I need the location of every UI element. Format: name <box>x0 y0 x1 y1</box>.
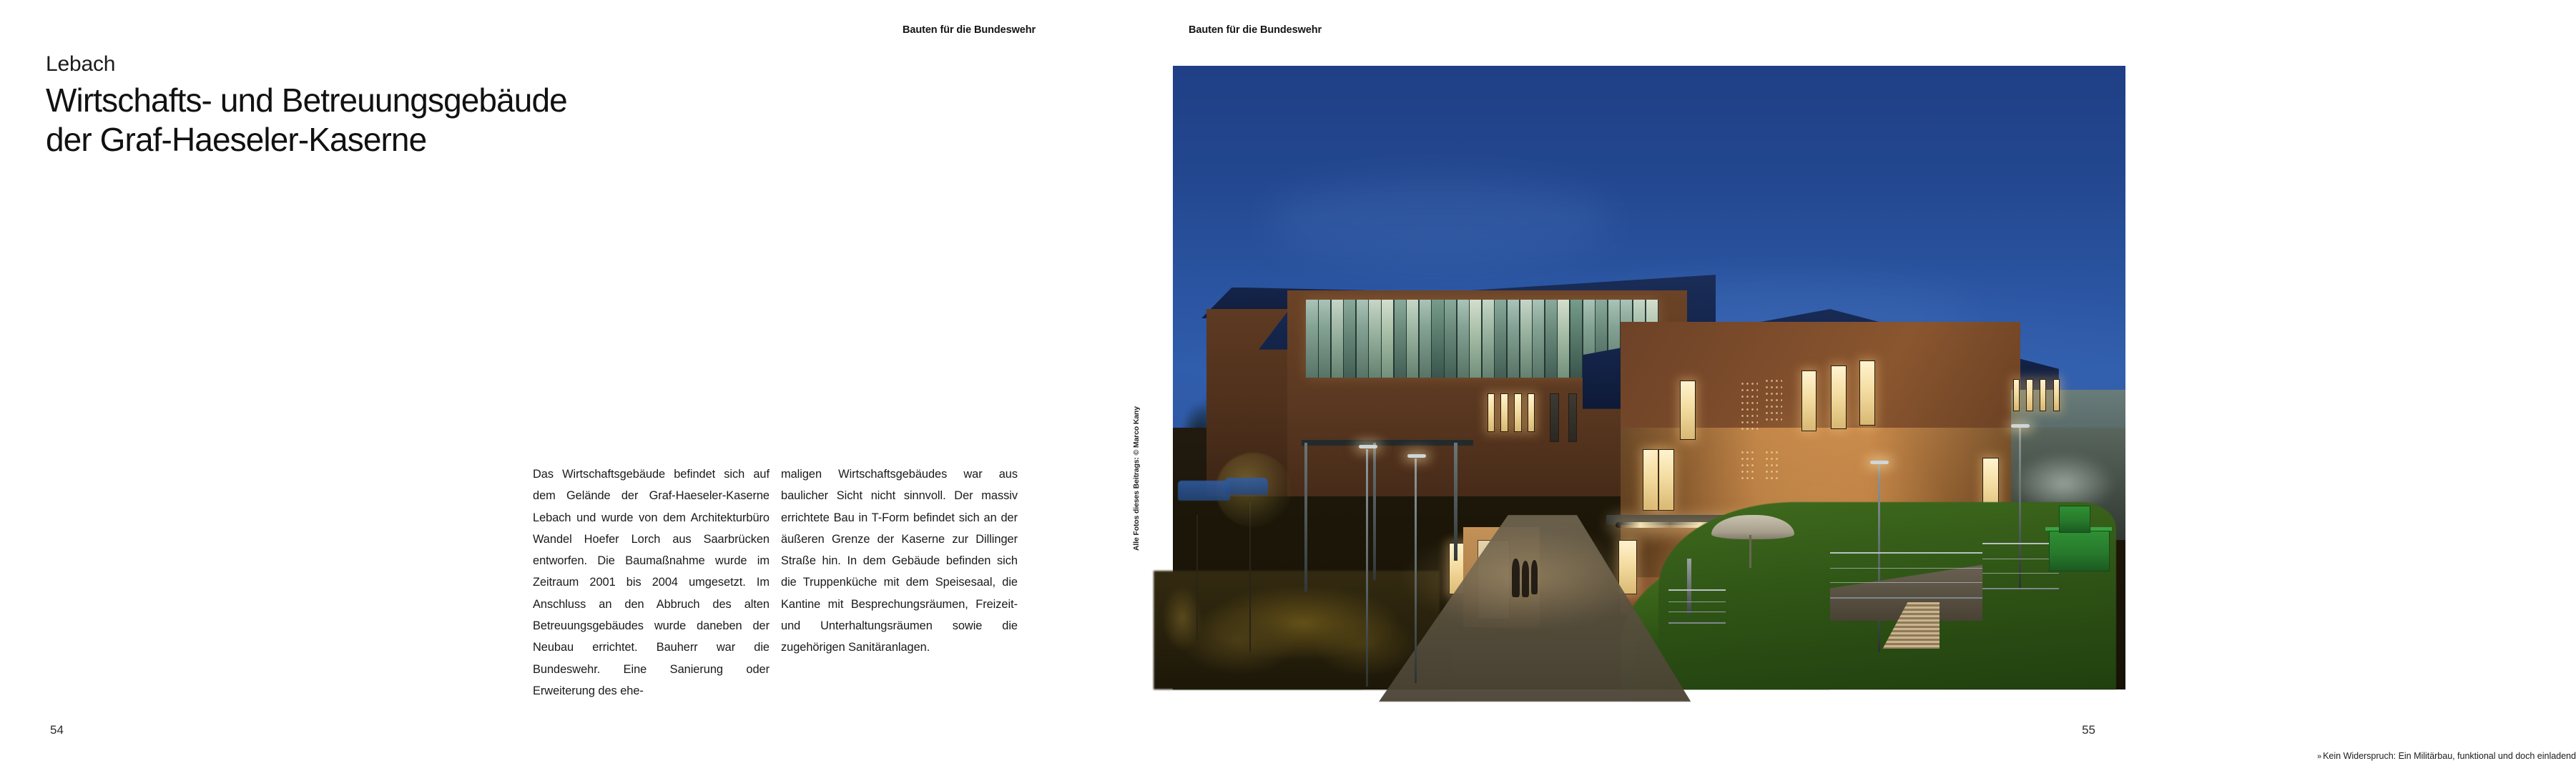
glazing-mullion <box>1508 300 1519 378</box>
window <box>1500 393 1508 432</box>
window <box>1859 360 1874 426</box>
cloud-band <box>1268 178 1611 265</box>
glazing-mullion <box>1445 300 1456 378</box>
headline-line-1: Wirtschafts- und Betreuungsgebäude <box>46 82 567 119</box>
glazing-mullion <box>1533 300 1544 378</box>
body-text <box>533 463 1018 702</box>
terrace-railing <box>1982 543 2059 589</box>
parked-vehicle <box>1225 478 1268 495</box>
running-head-left: Bauten für die Bundeswehr <box>903 24 1036 36</box>
pergola-column <box>1373 443 1377 580</box>
sapling-trunk <box>1196 515 1198 639</box>
window <box>1658 449 1674 511</box>
parked-vehicle <box>1178 481 1230 501</box>
person-figure <box>1531 560 1538 595</box>
running-head-right: Bauten für die Bundeswehr <box>1189 24 1322 36</box>
photo-caption <box>2317 751 2576 761</box>
waste-container <box>2059 506 2091 534</box>
window <box>2040 379 2046 412</box>
window <box>2026 379 2032 412</box>
glazing-mullion <box>1558 300 1569 378</box>
page-title <box>46 81 661 159</box>
glazing-mullion <box>1545 300 1557 378</box>
left-page <box>0 0 1073 759</box>
building-photograph <box>1173 66 2125 689</box>
person-figure <box>1522 561 1530 597</box>
glazing-mullion <box>1395 300 1406 378</box>
body-column-1 <box>533 463 770 702</box>
glazing-mullion <box>1432 300 1443 378</box>
lamp-head <box>1359 445 1377 448</box>
folio-right: 55 <box>2082 723 2095 737</box>
window <box>1550 393 1559 442</box>
headline-line-2: der Graf-Haeseler-Kaserne <box>46 120 427 158</box>
court-railing <box>1668 589 1726 624</box>
body-column-2 <box>781 463 1018 702</box>
glazing-mullion <box>1344 300 1355 378</box>
perforated-brick-screen <box>1740 380 1758 431</box>
perforated-brick-screen <box>1764 378 1782 425</box>
glazing-mullion <box>1570 300 1582 378</box>
waste-container <box>2049 531 2110 572</box>
body-paragraph-2: maligen Wirtschaftsgebäudes war aus baulicher Sicht nicht sinnvoll. Der massiv errichtete Bau in T-Form befindet sich an der äußeren Grenze der Kaserne zur Dillinger Straße hin. In dem Gebäude befinden sich die Truppenküche mit dem Speisesaal, die Kantine mit Besprechungsräumen, Freizeit- und Unterhaltungsräumen sowie die zugehörigen Sanitäranlagen. <box>781 468 1018 654</box>
glazing-mullion <box>1382 300 1393 378</box>
person-figure <box>1512 559 1520 597</box>
glazing-mullion <box>1520 300 1532 378</box>
lamp-head <box>1870 461 1889 464</box>
pergola-beam <box>1302 440 1473 446</box>
pergola-column <box>1304 443 1308 592</box>
window <box>1514 393 1522 432</box>
glazing-mullion <box>1319 300 1330 378</box>
pergola-column <box>1454 443 1457 561</box>
location-kicker: Lebach <box>46 52 116 76</box>
window <box>1680 380 1696 439</box>
glazing-mullion <box>1457 300 1469 378</box>
glazing-mullion <box>1306 300 1317 378</box>
glazing-mullion <box>1483 300 1494 378</box>
window <box>1568 393 1578 442</box>
title-block <box>46 51 661 181</box>
window <box>1831 365 1846 429</box>
lamp-post <box>1366 449 1368 686</box>
parasol-pole <box>1749 535 1751 568</box>
perforated-brick-screen <box>1764 449 1779 481</box>
glazing-mullion <box>1420 300 1431 378</box>
lamp-post <box>1415 458 1417 683</box>
glazing-mullion <box>1332 300 1343 378</box>
glazing-mullion <box>1495 300 1506 378</box>
window <box>2013 379 2020 412</box>
ramp-railing <box>1830 552 1982 599</box>
folio-left: 54 <box>50 723 64 737</box>
caption-text: Kein Widerspruch: Ein Militärbau, funktional und doch einladend <box>2323 751 2576 761</box>
photo-credit: Alle Fotos dieses Beitrags: © Marco Kany <box>1132 406 1141 551</box>
lamp-head <box>2011 424 2030 428</box>
caption-marker-icon: » <box>2317 752 2322 761</box>
window <box>1528 393 1535 432</box>
glazing-mullion <box>1470 300 1481 378</box>
window <box>1801 370 1817 432</box>
body-paragraph-1: Das Wirtschaftsgebäude befindet sich auf dem Gelände der Graf-Haeseler-Kaserne Lebach und wurde von dem Architekturbüro Wandel Hoefer Lorch aus Saarbrücken entworfen. Die Baumaßnahme wurde im Zeitraum 2001 bis 2004 umgesetzt. Im Anschluss an den Abbruch des alten Betreuungsgebäudes wurde daneben der Neubau errichtet. Bauherr war die Bundeswehr. Eine Sanierung oder Erweiterung des ehe- <box>533 468 770 697</box>
glazing-mullion <box>1357 300 1368 378</box>
glazing-mullion <box>1369 300 1380 378</box>
perforated-brick-screen <box>1740 449 1755 481</box>
window <box>1488 393 1495 432</box>
window <box>2053 379 2060 412</box>
window <box>1643 449 1658 511</box>
glazing-mullion <box>1407 300 1418 378</box>
lamp-head <box>1407 454 1426 458</box>
